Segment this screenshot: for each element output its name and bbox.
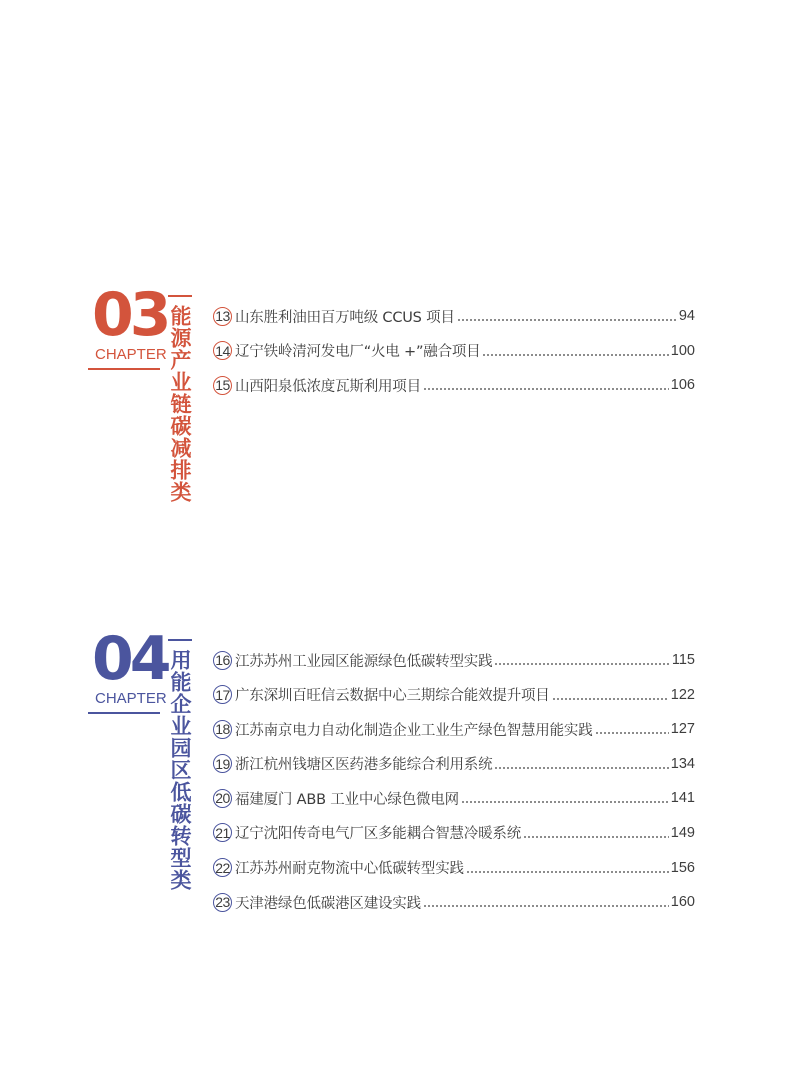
item-number-badge: 13 [213, 307, 232, 326]
toc-item[interactable] [213, 718, 695, 740]
chapter-03-section [0, 280, 793, 533]
dot-leader [595, 732, 669, 734]
dot-leader [457, 319, 677, 321]
chapter-underline [88, 368, 160, 370]
dot-leader [552, 698, 669, 700]
chapter-title: 用能企业园区低碳转型类 [168, 649, 192, 891]
item-number-badge: 20 [213, 789, 232, 808]
dot-leader [494, 767, 668, 769]
item-page: 100 [670, 342, 695, 359]
toc-list [213, 305, 695, 409]
item-number-badge: 18 [213, 720, 232, 739]
item-page: 122 [670, 686, 695, 703]
toc-item[interactable] [213, 649, 695, 671]
title-rule [168, 639, 192, 641]
toc-item[interactable] [213, 340, 695, 362]
item-page: 160 [670, 894, 695, 911]
item-page: 156 [670, 859, 695, 876]
item-number-badge: 15 [213, 376, 232, 395]
item-number-badge: 22 [213, 858, 232, 877]
item-page: 106 [670, 377, 695, 394]
dot-leader [523, 836, 669, 838]
chapter-title: 能源产业链碳减排类 [168, 305, 192, 503]
toc-item[interactable] [213, 305, 695, 327]
toc-item[interactable] [213, 374, 695, 396]
item-title: 天津港绿色低碳港区建设实践 [235, 895, 421, 912]
item-number-badge: 16 [213, 651, 232, 670]
item-title: 江苏苏州耐克物流中心低碳转型实践 [235, 861, 464, 878]
item-number-badge: 23 [213, 893, 232, 912]
item-page: 115 [671, 652, 695, 668]
item-title: 山西阳泉低浓度瓦斯利用项目 [235, 378, 421, 395]
toc-item[interactable] [213, 822, 695, 844]
title-rule [168, 295, 192, 297]
toc-item[interactable] [213, 891, 695, 913]
item-title: 辽宁铁岭清河发电厂“火电 +”融合项目 [235, 344, 481, 361]
item-number-badge: 17 [213, 685, 232, 704]
dot-leader [466, 871, 669, 873]
item-page: 149 [670, 824, 695, 841]
chapter-label: CHAPTER [95, 346, 167, 363]
toc-item[interactable] [213, 787, 695, 809]
item-number-badge: 21 [213, 823, 232, 842]
dot-leader [423, 905, 669, 907]
item-page: 94 [678, 308, 695, 324]
item-title: 广东深圳百旺信云数据中心三期综合能效提升项目 [235, 688, 550, 705]
toc-item[interactable] [213, 857, 695, 879]
item-number-badge: 14 [213, 341, 232, 360]
toc-list [213, 649, 695, 926]
item-page: 134 [670, 755, 695, 772]
item-title: 浙江杭州钱塘区医药港多能综合利用系统 [235, 757, 493, 774]
chapter-number: 03 [92, 280, 168, 350]
dot-leader [461, 801, 669, 803]
item-title: 山东胜利油田百万吨级 CCUS 项目 [235, 309, 455, 326]
dot-leader [423, 388, 669, 390]
item-page: 141 [670, 790, 695, 807]
dot-leader [494, 663, 669, 665]
chapter-number: 04 [92, 624, 168, 694]
toc-item[interactable] [213, 684, 695, 706]
chapter-04-section [0, 624, 793, 927]
item-number-badge: 19 [213, 754, 232, 773]
dot-leader [482, 354, 668, 356]
item-title: 江苏南京电力自动化制造企业工业生产绿色智慧用能实践 [235, 722, 593, 739]
item-page: 127 [670, 721, 695, 738]
chapter-underline [88, 712, 160, 714]
toc-item[interactable] [213, 753, 695, 775]
item-title: 福建厦门 ABB 工业中心绿色微电网 [235, 791, 459, 808]
chapter-label: CHAPTER [95, 690, 167, 707]
item-title: 江苏苏州工业园区能源绿色低碳转型实践 [235, 653, 493, 670]
item-title: 辽宁沈阳传奇电气厂区多能耦合智慧冷暖系统 [235, 826, 521, 843]
